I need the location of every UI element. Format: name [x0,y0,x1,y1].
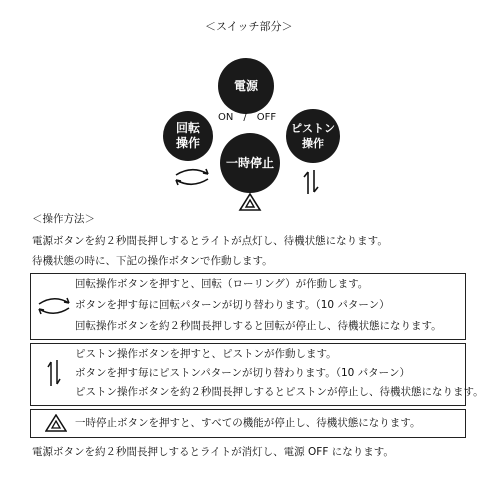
footer-text: 電源ボタンを約２秒間長押しするとライトが消灯し、電源 OFF になります。 [32,446,394,458]
rotation-button[interactable] [163,111,213,161]
warning-triangle-icon [238,192,262,212]
intro-line-1: 電源ボタンを約２秒間長押しするとライトが点灯し、待機状態になります。 [32,235,388,247]
pause-button[interactable] [220,133,280,193]
rotation-arrows-icon [170,166,214,188]
piston-button[interactable] [286,109,340,163]
rotation-line-1: 回転操作ボタンを押すと、回転（ローリング）が作動します。 [75,278,369,290]
rotation-line-2: ボタンを押す毎に回転パターンが切り替わります。（10 パターン） [75,299,390,311]
rotation-instructions-box [30,273,466,340]
pause-line: 一時停止ボタンを押すと、すべての機能が停止し、待機状態になります。 [75,417,421,429]
instructions-title: ＜操作方法＞ [32,213,95,225]
piston-button-label-2: 操作 [302,137,324,150]
up-down-arrows-icon [303,168,319,196]
on-off-label: ON / OFF [218,112,277,123]
piston-line-1: ピストン操作ボタンを押すと、ピストンが作動します。 [75,348,337,360]
rotation-line-3: 回転操作ボタンを約２秒間長押しすると回転が停止し、待機状態になります。 [75,320,442,332]
pause-instructions-box [30,409,466,438]
rotation-button-label-1: 回転 [175,121,200,135]
rotation-button-label-2: 操作 [175,136,200,150]
switch-section-title: ＜スイッチ部分＞ [205,20,293,33]
power-button[interactable] [218,58,274,114]
pause-button-label: 一時停止 [225,155,274,170]
up-down-arrows-icon [47,358,61,388]
rotation-arrows-icon [35,294,73,318]
piston-line-2: ボタンを押す毎にピストンパターンが切り替わります。（10 パターン） [75,367,410,379]
piston-button-label-1: ピストン [291,122,335,135]
power-button-label: 電源 [233,78,258,93]
piston-instructions-box [30,343,484,406]
warning-triangle-icon [45,414,67,432]
piston-line-3: ピストン操作ボタンを約２秒間長押しするとピストンが停止し、待機状態になります。 [75,386,484,398]
intro-line-2: 待機状態の時に、下記の操作ボタンで作動します。 [32,255,273,267]
